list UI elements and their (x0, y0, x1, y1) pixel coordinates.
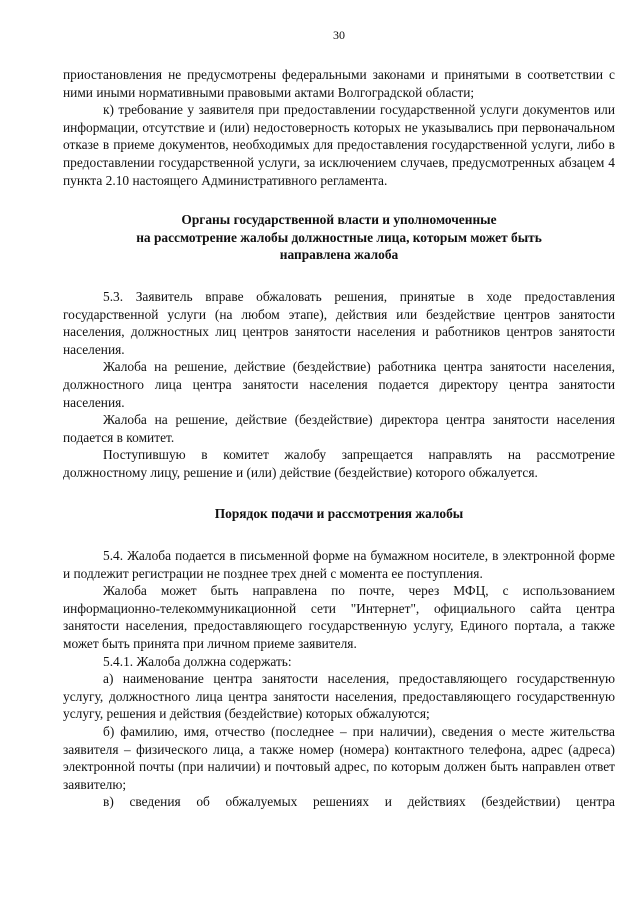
paragraph-5-3: 5.3. Заявитель вправе обжаловать решения, принятые в ходе предоставления государственной услуги (на любом этапе), действия или бездействие центров занятости населения, должностных лиц центров занятости населения и работников центров занятости населения. (63, 288, 615, 357)
paragraph-submission-channels: Жалоба может быть направлена по почте, через МФЦ, с использованием информационно-телекоммуникационной сети "Интернет", официального сайта центра занятости населения, предоставляющего государственную услугу, Единого портала, а также может быть принята при личном приеме заявителя. (63, 583, 615, 652)
paragraph-item-b: б) фамилию, имя, отчество (последнее – при наличии), сведения о месте жительства заявителя – физического лица, а также номер (номера) контактного телефона, адрес (адреса) электронной почты (при наличии) и почтовый адрес, по которым должен быть направлен ответ заявителю; (63, 724, 615, 792)
paragraph-complaint-employee: Жалоба на решение, действие (бездействие) работника центра занятости населения, должностного лица центра занятости населения подается директору центра занятости населения. (63, 359, 615, 410)
paragraph-item-v: в) сведения об обжалуемых решениях и действиях (бездействии) центра (103, 794, 615, 810)
paragraph-continuation: приостановления не предусмотрены федеральными законами и принятыми в соответствии с ними иными нормативными правовыми актами Волгоградской области; (63, 67, 615, 100)
paragraph-item-a: а) наименование центра занятости населения, предоставляющего государственную услугу, должностного лица центра занятости населения, предоставляющего государственную услугу, решения и действия (бездействие) которых обжалуются; (63, 671, 615, 722)
paragraph-complaint-director: Жалоба на решение, действие (бездействие) директора центра занятости населения подается в комитет. (63, 412, 615, 445)
heading-line-2: на рассмотрение жалобы должностные лица, которым может быть (136, 229, 542, 245)
paragraph-item-k: к) требование у заявителя при предоставлении государственной услуги документов или информации, отсутствие и (или) недостоверность которых не указывались при первоначальном отказе в приеме документов, необходимых для предоставления государственной услуги, либо в предоставлении государственной услуги, за исключением случаев, предусмотренных абзацем 4 пункта 2.10 настоящего Административного регламента. (63, 102, 615, 188)
heading-line-1: Органы государственной власти и уполномоченные (181, 212, 497, 228)
heading-line-3: направлена жалоба (279, 247, 399, 263)
paragraph-5-4: 5.4. Жалоба подается в письменной форме на бумажном носителе, в электронной форме и подлежит регистрации не позднее трех дней с момента ее поступления. (63, 548, 615, 581)
document-page (63, 28, 615, 811)
paragraph-forwarding-prohibited: Поступившую в комитет жалобу запрещается направлять на рассмотрение должностному лицу, решение и (или) действие (бездействие) которого обжалуется. (63, 447, 615, 480)
paragraph-5-4-1: 5.4.1. Жалоба должна содержать: (103, 653, 292, 669)
section-heading-authorities (63, 211, 615, 264)
page-number: 30 (333, 28, 345, 42)
section-heading-procedure: Порядок подачи и рассмотрения жалобы (214, 506, 464, 522)
